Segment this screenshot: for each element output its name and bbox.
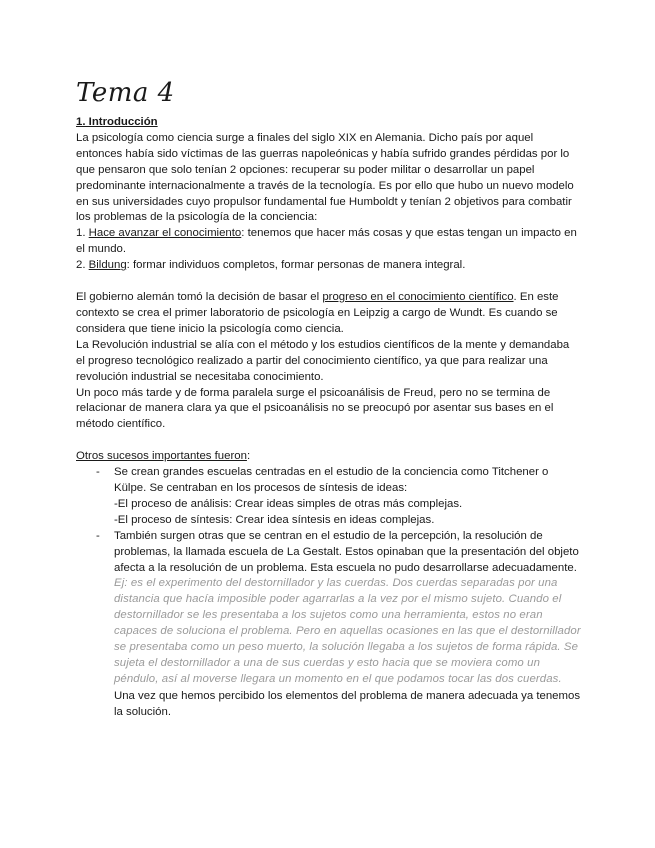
page-title: Tema 4 xyxy=(76,78,175,108)
bullet-2-text: - También surgen otras que se centran en el estudio de la percepción, la resolución de problemas, la llamada escuela de La Gestalt. Estos opinaban que la presentación del objeto afecta a la resolución de un problema. Esta escuela no pudo desarrollarse adecuadamente. xyxy=(114,529,579,574)
objective-2 xyxy=(76,258,581,274)
objective-1 xyxy=(76,226,581,258)
paragraph-revolucion: La Revolución industrial se alía con el método y los estudios científicos de la mente y demandaba el progreso tecnológico realizado a partir del conocimiento científico, ya que para realizar una revolución industrial se necesitaba conocimiento. xyxy=(76,338,570,383)
objective-2-text: : formar individuos completos, formar personas de manera integral. xyxy=(126,259,466,272)
objective-1-term: Hace avanzar el conocimiento xyxy=(88,227,242,240)
bullet-1-sub-1: -El proceso de análisis: Crear ideas simples de otras más complejas. xyxy=(114,497,463,510)
list-item xyxy=(96,529,581,721)
progreso-link-text: progreso en el conocimiento científico xyxy=(322,291,514,304)
paragraph-gobierno xyxy=(76,290,581,338)
objective-2-term: Bildung xyxy=(88,259,127,272)
intro-paragraph: La psicología como ciencia surge a finales del siglo XIX en Alemania. Dicho país por aquel entonces había sido víctimas de las guerras napoleónicas y había sufrido grandes pérdidas por lo que pensaron que solo tenían 2 opciones: recuperar su poder militar o desarrollar un papel predominante internacionalmente a través de la tecnología. Es por ello que hubo un nuevo modelo en sus universidades cuyo propulsor fundamental fue Humboldt y tenían 2 objetivos para combatir los problemas de la psicología de la conciencia: xyxy=(76,131,574,224)
paragraph-psicoanalisis: Un poco más tarde y de forma paralela surge el psicoanálisis de Freud, pero no se termina de relacionar de manera clara ya que el psicoanálisis no se preocupó por asentar sus bases en el método científico. xyxy=(76,386,554,431)
paragraph-gobierno-start: El gobierno alemán tomó la decisión de basar el xyxy=(76,291,323,304)
list-item xyxy=(96,465,581,529)
spacer xyxy=(76,433,581,449)
paragraph-gobierno-end: . En este contexto se crea el primer laboratorio de psicología en Leipzig a cargo de Wundt. Es cuando se considera que tiene inicio la psicología como ciencia. xyxy=(76,291,559,335)
section-heading: 1. Introducción xyxy=(76,116,158,128)
example-text: Ej: es el experimento del destornillador y las cuerdas. Dos cuerdas separadas por una distancia que hacía imposible poder agarrarlas a la vez por el mismo sujeto. Cuando el destornillador se les presentaba a los sujetos como una herramienta, estos no eran capaces de soluciona el problema. Pero en aquellas ocasiones en las que el destornillador se presentaba como un peso muerto, la solución llegaba a los sujetos de forma rápida. Se sujeta el destornillador a una de sus cuerdas y esto hacia que se moviera como un péndulo, así al moverse llegara un momento en el que podamos tocar las dos cuerdas. xyxy=(114,577,581,685)
others-label: Otros sucesos importantes fueron xyxy=(76,450,247,463)
objective-1-text: : tenemos que hacer más cosas y que estas tengan un impacto en el mundo. xyxy=(76,227,577,256)
spacer xyxy=(76,274,581,290)
conclusion-text: Una vez que hemos percibido los elementos del problema de manera adecuada ya tenemos la solución. xyxy=(114,689,581,718)
others-colon: : xyxy=(246,450,251,463)
bullet-1-sub-2: -El proceso de síntesis: Crear idea síntesis en ideas complejas. xyxy=(114,513,435,526)
objective-2-number: 2. xyxy=(76,259,89,272)
document-body xyxy=(76,115,581,721)
events-list xyxy=(76,465,581,721)
objective-1-number: 1. xyxy=(76,227,89,240)
others-heading xyxy=(76,449,581,465)
bullet-1-text: - Se crean grandes escuelas centradas en el estudio de la conciencia como Titchener o Külpe. Se centraban en los procesos de síntesis de ideas: xyxy=(114,466,549,495)
